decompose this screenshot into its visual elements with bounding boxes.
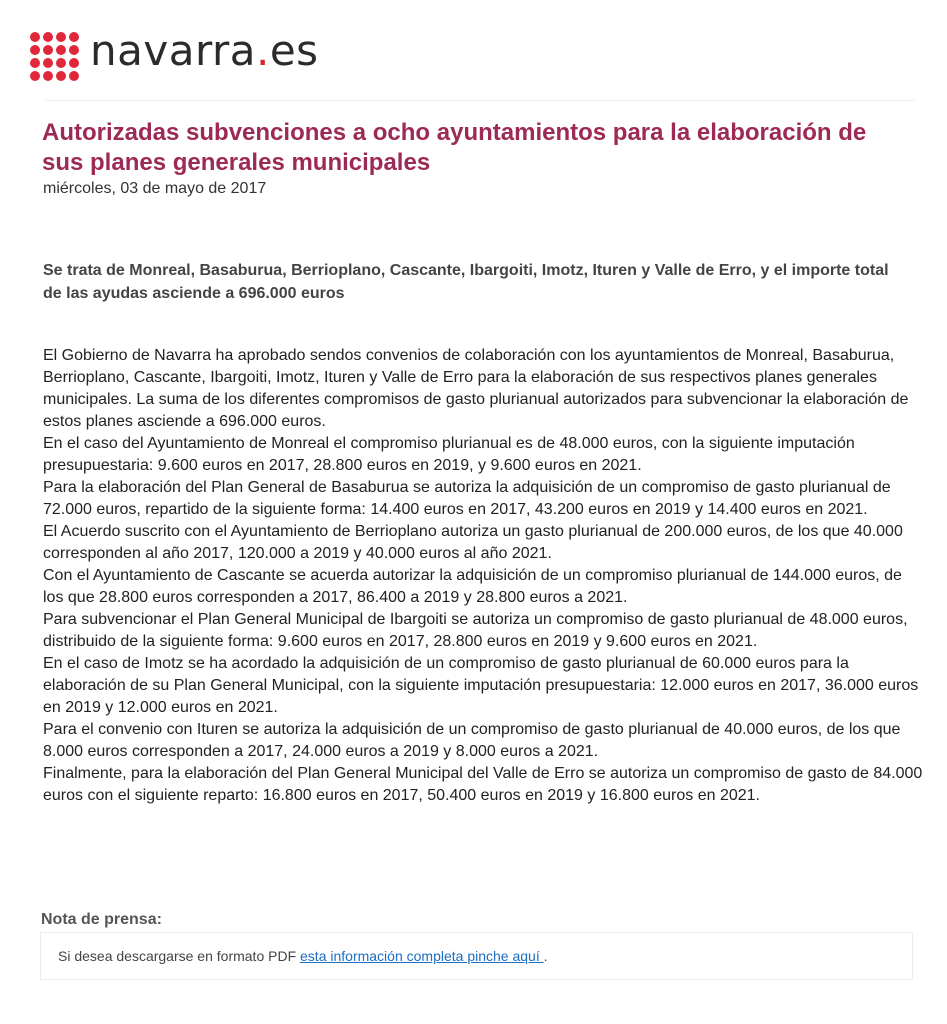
body-paragraph: En el caso de Imotz se ha acordado la adquisición de un compromiso de gasto plurianual de 60.000 euros para la elaboración de su Plan General Municipal, con la siguiente imputación presupuestaria: 12.000 euros en 2017, 36.000 euros en 2019 y 12.000 euros en 2021. <box>43 655 919 716</box>
logo-text-dot: . <box>255 26 270 75</box>
site-logo-text[interactable] <box>90 26 319 75</box>
pdf-download-link[interactable]: esta información completa pinche aquí <box>300 948 544 964</box>
body-paragraph: Para subvencionar el Plan General Municipal de Ibargoiti se autoriza un compromiso de gasto plurianual de 48.000 euros, distribuido de la siguiente forma: 9.600 euros en 2017, 28.800 euros en 2019 y 9.600 euros en 2021. <box>43 611 908 650</box>
body-paragraph: Para el convenio con Ituren se autoriza la adquisición de un compromiso de gasto plurianual de 40.000 euros, de los que 8.000 euros corresponden a 2017, 24.000 euros a 2019 y 8.000 euros a 2021. <box>43 721 901 760</box>
body-paragraph: Para la elaboración del Plan General de Basaburua se autoriza la adquisición de un compromiso de gasto plurianual de 72.000 euros, repartido de la siguiente forma: 14.400 euros en 2017, 43.200 euros en 2019 y 14.400 euros en 2021. <box>43 479 891 518</box>
logo-text-suffix: es <box>269 26 319 75</box>
header-divider <box>45 100 915 101</box>
logo-text-main: navarra <box>90 26 256 75</box>
press-note-text <box>58 948 548 964</box>
article-date: miércoles, 03 de mayo de 2017 <box>43 180 267 197</box>
navarra-logo-dots-icon[interactable] <box>28 30 80 82</box>
body-paragraph: Con el Ayuntamiento de Cascante se acuerda autorizar la adquisición de un compromiso plurianual de 144.000 euros, de los que 28.800 euros corresponden a 2017, 86.400 a 2019 y 28.800 euros a 2021. <box>43 567 902 606</box>
press-note-title: Nota de prensa: <box>41 911 162 928</box>
body-paragraph: El Gobierno de Navarra ha aprobado sendos convenios de colaboración con los ayuntamientos de Monreal, Basaburua, Berrioplano, Cascante, Ibargoiti, Imotz, Ituren y Valle de Erro para la elaboración de sus respectivos planes generales municipales. La suma de los diferentes compromisos de gasto plurianual autorizados para subvencionar la elaboración de estos planes asciende a 696.000 euros. <box>43 347 909 430</box>
press-note-text-before: Si desea descargarse en formato PDF <box>58 948 301 964</box>
body-paragraph: En el caso del Ayuntamiento de Monreal el compromiso plurianual es de 48.000 euros, con la siguiente imputación presupuestaria: 9.600 euros en 2017, 28.800 euros en 2019, y 9.600 euros en 2021. <box>43 435 855 474</box>
body-paragraph: El Acuerdo suscrito con el Ayuntamiento de Berrioplano autoriza un gasto plurianual de 200.000 euros, de los que 40.000 corresponden al año 2017, 120.000 a 2019 y 40.000 euros al año 2021. <box>43 523 903 562</box>
body-paragraph: Finalmente, para la elaboración del Plan General Municipal del Valle de Erro se autoriza un compromiso de gasto de 84.000 euros con el siguiente reparto: 16.800 euros en 2017, 50.400 euros en 2019 y 16.800 euros en 2021. <box>43 765 923 804</box>
article-lead: Se trata de Monreal, Basaburua, Berrioplano, Cascante, Ibargoiti, Imotz, Ituren y Valle de Erro, y el importe total de las ayudas asciende a 696.000 euros <box>43 262 889 302</box>
press-note-text-after: . <box>543 948 548 964</box>
press-note-box <box>40 932 913 980</box>
site-header <box>28 26 928 86</box>
article-body <box>43 345 923 807</box>
article-title: Autorizadas subvenciones a ocho ayuntamientos para la elaboración de sus planes generales municipales <box>42 119 867 176</box>
